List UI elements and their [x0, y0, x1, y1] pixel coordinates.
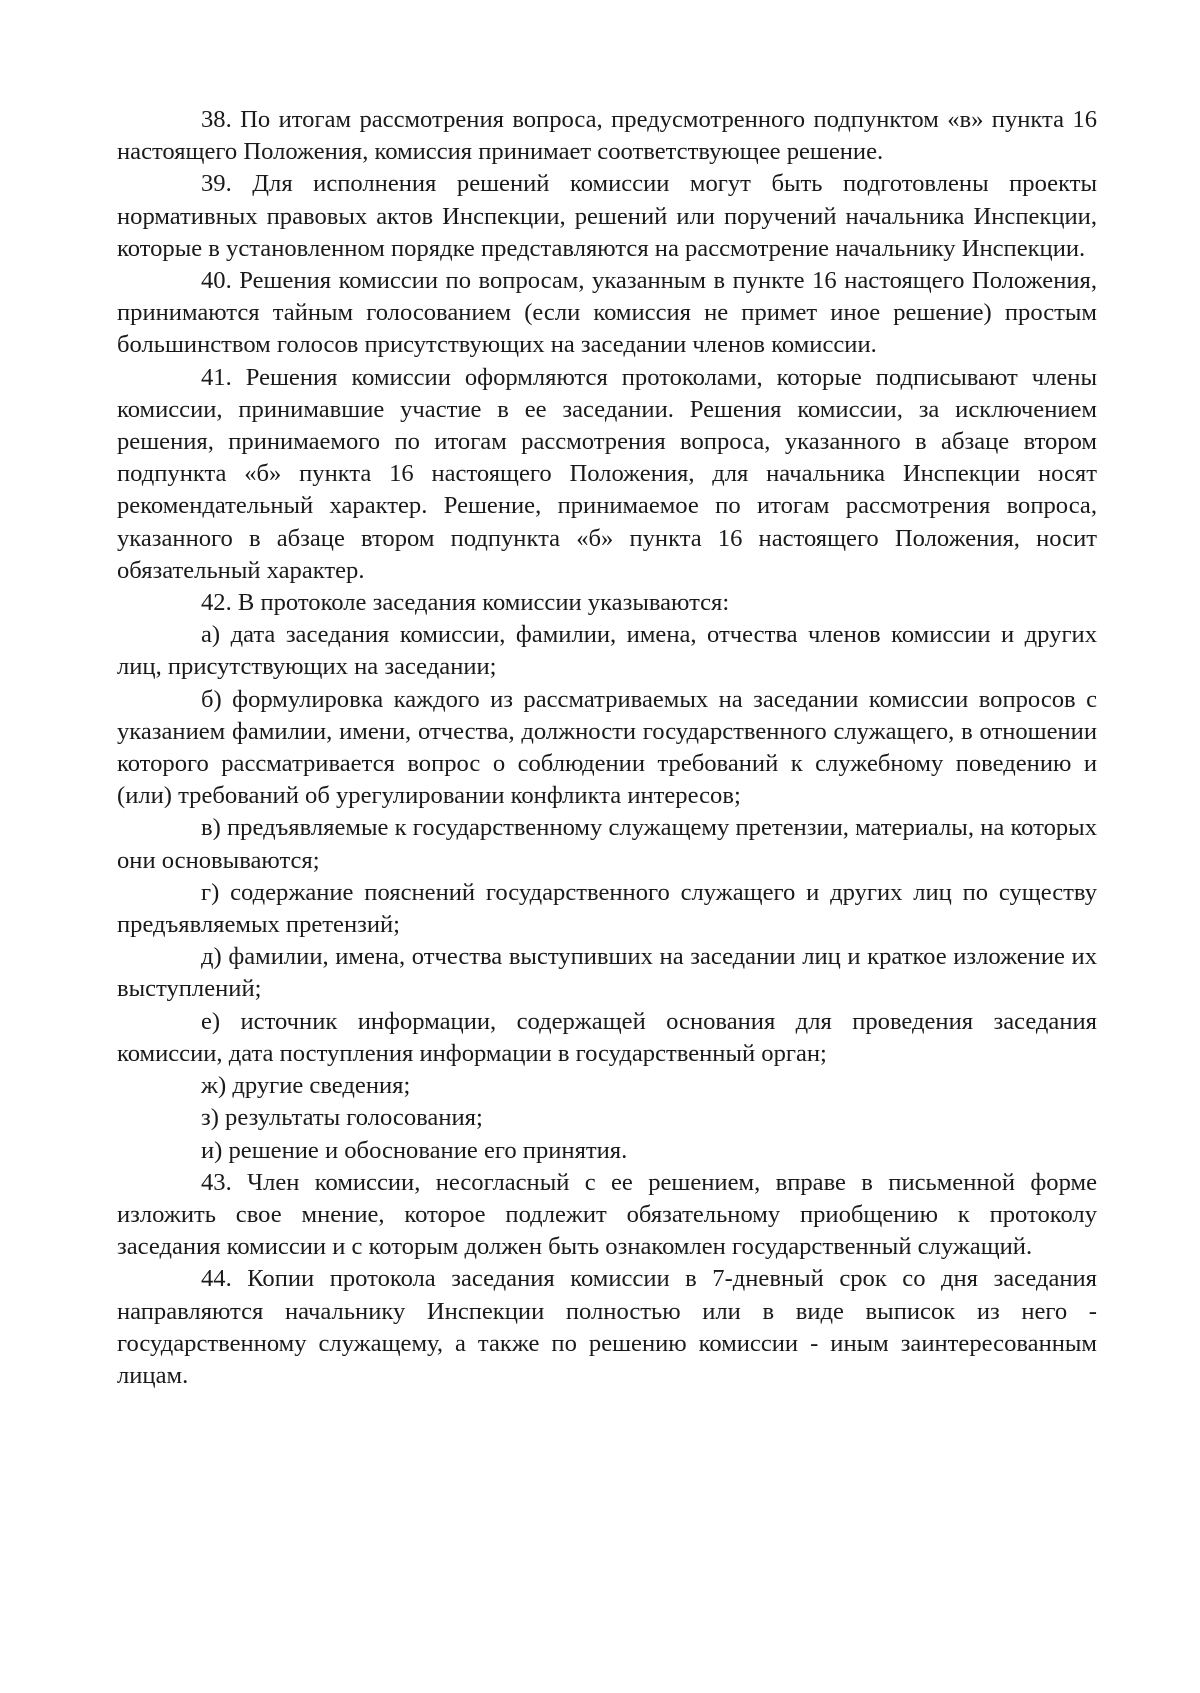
list-item-a: а) дата заседания комиссии, фамилии, имена, отчества членов комиссии и других лиц, присутствующих на заседании;: [117, 621, 1097, 681]
list-item-v: в) предъявляемые к государственному служащему претензии, материалы, на которых они основываются;: [117, 814, 1097, 874]
list-item-e: е) источник информации, содержащей основания для проведения заседания комиссии, дата поступления информации в государственный орган;: [117, 1007, 1097, 1067]
paragraph-40: 40. Решения комиссии по вопросам, указанным в пункте 16 настоящего Положения, принимаются тайным голосованием (если комиссия не примет иное решение) простым большинством голосов присутствующих на заседании членов комиссии.: [117, 267, 1097, 359]
list-item-d: д) фамилии, имена, отчества выступивших на заседании лиц и краткое изложение их выступлений;: [117, 943, 1097, 1003]
list-item-z: з) результаты голосования;: [201, 1104, 483, 1132]
paragraph-38: 38. По итогам рассмотрения вопроса, предусмотренного подпунктом «в» пункта 16 настоящего Положения, комиссия принимает соответствующее решение.: [117, 106, 1097, 166]
paragraph-39: 39. Для исполнения решений комиссии могут быть подготовлены проекты нормативных правовых актов Инспекции, решений или поручений начальника Инспекции, которые в установленном порядке представляются на рассмотрение начальнику Инспекции.: [117, 170, 1097, 262]
paragraph-44: 44. Копии протокола заседания комиссии в 7-дневный срок со дня заседания направляются начальнику Инспекции полностью или в виде выписок из него - государственному служащему, а также по решению комиссии - иным заинтересованным лицам.: [117, 1265, 1097, 1389]
paragraph-41: 41. Решения комиссии оформляются протоколами, которые подписывают члены комиссии, принимавшие участие в ее заседании. Решения комиссии, за исключением решения, принимаемого по итогам рассмотрения вопроса, указанного в абзаце втором подпункта «б» пункта 16 настоящего Положения, для начальника Инспекции носят рекомендательный характер. Решение, принимаемое по итогам рассмотрения вопроса, указанного в абзаце втором подпункта «б» пункта 16 настоящего Положения, носит обязательный характер.: [117, 363, 1097, 584]
paragraph-43: 43. Член комиссии, несогласный с ее решением, вправе в письменной форме изложить свое мнение, которое подлежит обязательному приобщению к протоколу заседания комиссии и с которым должен быть ознакомлен государственный служащий.: [117, 1168, 1097, 1261]
list-item-i: и) решение и обоснование его принятия.: [201, 1136, 628, 1164]
paragraph-42: 42. В протоколе заседания комиссии указываются:: [201, 589, 730, 617]
document-page: [117, 104, 1097, 1392]
list-item-zh: ж) другие сведения;: [201, 1072, 411, 1100]
list-item-g: г) содержание пояснений государственного служащего и других лиц по существу предъявляемых претензий;: [117, 878, 1097, 939]
list-item-b: б) формулировка каждого из рассматриваемых на заседании комиссии вопросов с указанием фамилии, имени, отчества, должности государственного служащего, в отношении которого рассматривается вопрос о соблюдении требований к служебному поведению и (или) требований об урегулировании конфликта интересов;: [117, 685, 1097, 810]
